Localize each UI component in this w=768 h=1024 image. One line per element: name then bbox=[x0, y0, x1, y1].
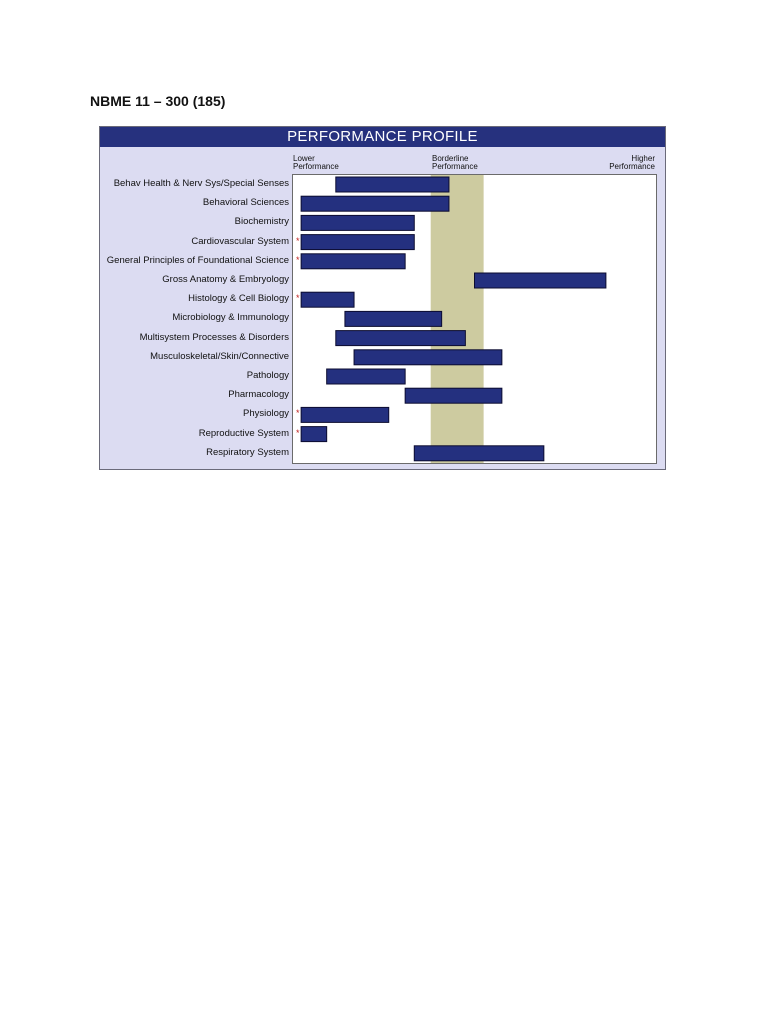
category-label: Pharmacology bbox=[228, 389, 289, 401]
category-label: Behav Health & Nerv Sys/Special Senses bbox=[113, 178, 289, 189]
scale-label-lower-text: Lower Performance bbox=[293, 154, 339, 171]
category-label: Cardiovascular System bbox=[191, 235, 289, 247]
score-range-bar bbox=[301, 407, 389, 422]
score-range-bar bbox=[327, 369, 405, 384]
chart-marks bbox=[292, 174, 657, 464]
category-label: Microbiology & Immunology bbox=[172, 312, 289, 324]
category-label: General Principles of Foundational Science bbox=[106, 254, 289, 266]
score-range-bar bbox=[301, 196, 449, 211]
scale-label-borderline bbox=[432, 155, 478, 171]
category-label: Gross Anatomy & Embryology bbox=[162, 274, 289, 285]
chart-title: PERFORMANCE PROFILE bbox=[100, 127, 665, 147]
document-heading: NBME 11 – 300 (185) bbox=[90, 93, 226, 109]
score-range-bar bbox=[405, 388, 502, 403]
category-label: Multisystem Processes & Disorders bbox=[139, 331, 289, 343]
score-range-bar bbox=[414, 446, 544, 461]
score-range-bar bbox=[345, 311, 442, 326]
score-range-bar bbox=[301, 254, 405, 269]
category-label: Reproductive System bbox=[198, 427, 289, 439]
score-range-bar bbox=[336, 177, 449, 192]
scale-label-borderline-text: Borderline Performance bbox=[432, 154, 478, 171]
score-range-bar bbox=[301, 235, 414, 250]
category-label: Behavioral Sciences bbox=[202, 197, 289, 209]
score-range-bar bbox=[301, 292, 354, 307]
category-label: Histology & Cell Biology bbox=[188, 293, 289, 305]
category-label: Musculoskeletal/Skin/Connective bbox=[150, 350, 289, 362]
score-range-bar bbox=[301, 427, 327, 442]
score-range-bar bbox=[475, 273, 606, 288]
flag-asterisk: * bbox=[296, 254, 300, 265]
scale-label-higher-text: Higher Performance bbox=[609, 154, 655, 171]
scale-label-higher bbox=[609, 155, 655, 171]
category-label: Physiology bbox=[243, 408, 289, 420]
category-label: Biochemistry bbox=[234, 216, 289, 228]
performance-profile-panel bbox=[99, 126, 666, 470]
scale-label-lower bbox=[293, 155, 339, 171]
score-range-bar bbox=[301, 215, 414, 230]
score-range-bar bbox=[336, 331, 466, 346]
flag-asterisk: * bbox=[296, 293, 300, 304]
category-label: Pathology bbox=[246, 370, 289, 381]
flag-asterisk: * bbox=[296, 408, 300, 419]
category-label: Respiratory System bbox=[206, 446, 289, 458]
flag-asterisk: * bbox=[296, 427, 300, 438]
score-range-bar bbox=[354, 350, 502, 365]
flag-asterisk: * bbox=[296, 235, 300, 246]
